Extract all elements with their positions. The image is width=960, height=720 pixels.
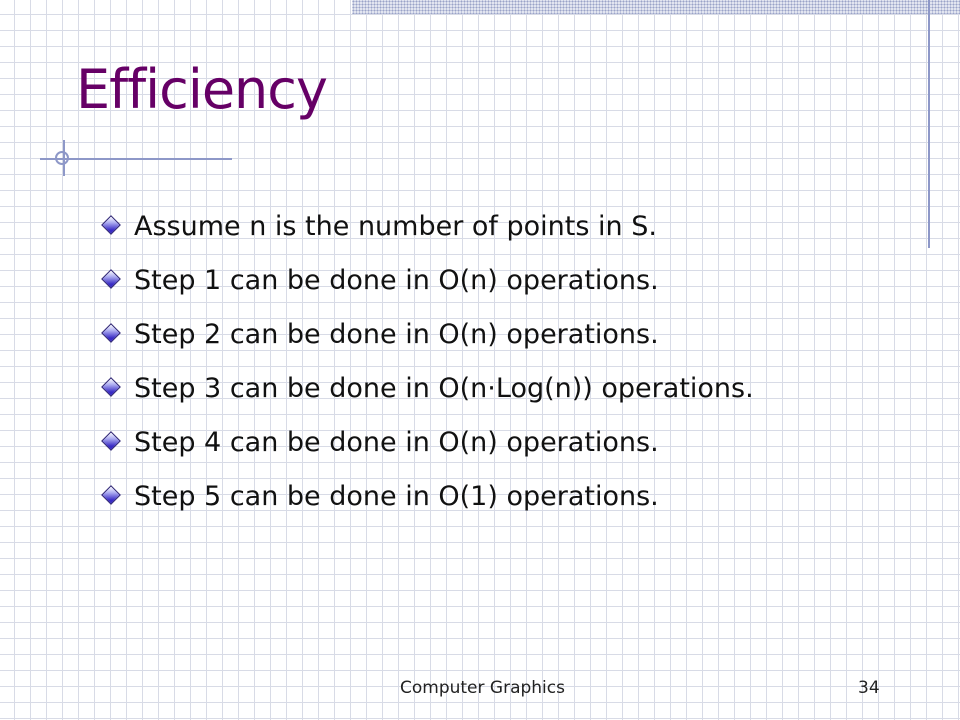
footer-title: Computer Graphics [400, 678, 565, 698]
bullet-item [100, 478, 860, 515]
diamond-bullet-icon [101, 269, 121, 289]
bullet-text: Step 5 can be done in O(1) operations. [134, 481, 659, 512]
bullet-text: Step 2 can be done in O(n) operations. [134, 319, 659, 350]
bullet-list [100, 208, 860, 532]
diamond-bullet-icon [101, 377, 121, 397]
bullet-item [100, 424, 860, 461]
diamond-bullet-icon [101, 323, 121, 343]
bullet-item [100, 208, 860, 245]
right-vertical-rule [928, 0, 930, 248]
diamond-bullet-icon [101, 485, 121, 505]
top-decorative-band [352, 0, 960, 14]
diamond-bullet-icon [101, 215, 121, 235]
bullet-text: Step 4 can be done in O(n) operations. [134, 427, 659, 458]
title-rule-circle [55, 151, 69, 165]
bullet-item [100, 262, 860, 299]
bullet-text: Step 1 can be done in O(n) operations. [134, 265, 659, 296]
slide-number: 34 [858, 678, 880, 698]
diamond-bullet-icon [101, 431, 121, 451]
bullet-item [100, 370, 860, 407]
bullet-item [100, 316, 860, 353]
bullet-text: Step 3 can be done in O(n·Log(n)) operations. [134, 373, 754, 404]
slide-title: Efficiency [76, 58, 327, 121]
bullet-text: Assume n is the number of points in S. [134, 211, 657, 242]
